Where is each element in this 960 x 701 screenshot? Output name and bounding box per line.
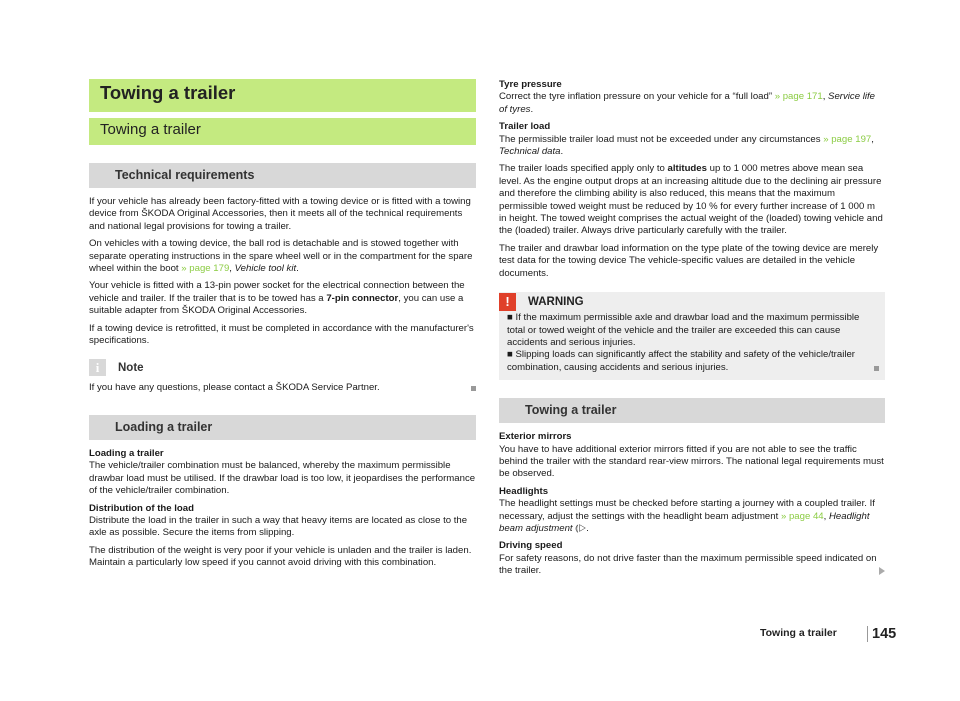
paragraph: Loading a trailer The vehicle/trailer combination must be balanced, whereby the maximum permissible drawbar load must be utilised. If the drawbar load is too low, it jeopardises the performance of the vehicle/trailer combination. — [89, 447, 476, 497]
warning-title: WARNING — [528, 295, 584, 308]
paragraph: If your vehicle has already been factory-fitted with a towing device or is fitted with a towing device from ŠKODA Original Accessories, then it meets all of the technical requirements and national legal provisions for towing a trailer. — [89, 196, 471, 232]
paragraph: Your vehicle is fitted with a 13-pin power socket for the electrical connection between the vehicle and trailer. If the trailer that is to be towed has a 7-pin connector, you can use a suitable adapter from ŠKODA Original Accessories. — [89, 280, 465, 317]
continue-arrow-icon — [879, 567, 885, 575]
section-title: Towing a trailer — [89, 118, 476, 145]
note-text: If you have any questions, please contact a ŠKODA Service Partner. — [89, 382, 476, 394]
paragraph: The trailer loads specified apply only to altitudes up to 1 000 metres above mean sea level. As the engine output drops at an increasing altitude due to the declining air pressure and therefore the climbing ability is also reduced, this means that the maximum permissible towed weight must be reduced by 10 % for every further increase of 1 000 m in height. The towed weight comprises the actual weight of the (loaded) towing vehicle and the (loaded) trailer. Always drive particularly carefully with the trailer. — [499, 163, 883, 237]
loading-heading: Loading a trailer — [89, 415, 476, 440]
end-mark-icon — [471, 386, 476, 391]
warning-box — [499, 292, 885, 380]
paragraph: The distribution of the weight is very poor if your vehicle is unladen and the trailer is laden. Maintain a particularly low speed if you cannot avoid driving with this combination. — [89, 544, 472, 569]
left-column — [89, 79, 476, 575]
note-header — [89, 359, 476, 376]
end-mark-icon — [874, 366, 879, 371]
info-icon: i — [89, 359, 106, 376]
page-link[interactable]: » page 44 — [780, 510, 824, 522]
warning-item: ■ Slipping loads can significantly affect the stability and safety of the vehicle/trailer combination, causing accidents and serious injuries. — [499, 349, 879, 374]
page-link[interactable]: » page 197 — [823, 133, 872, 145]
warning-icon: ! — [499, 293, 516, 311]
paragraph: Tyre pressure Correct the tyre inflation pressure on your vehicle for a “full load” » page 171, Service life of tyres. — [499, 79, 875, 115]
paragraph: Exterior mirrors You have to have additional exterior mirrors fitted if you are not able to see the traffic behind the trailer with the standard rear-view mirrors. The national legal requirements must be observed. — [499, 431, 884, 480]
towing-heading: Towing a trailer — [499, 398, 885, 423]
chapter-title: Towing a trailer — [89, 79, 476, 112]
warning-item: ■ If the maximum permissible axle and drawbar load and the maximum permissible total or towed weight of the vehicle and the trailer are exceeded this can cause accidents and serious injuries. — [507, 312, 860, 348]
paragraph: On vehicles with a towing device, the ball rod is detachable and is stowed together with separate operating instructions in the spare wheel well or in the compartment for the spare wheel within the boot » page 179, Vehicle tool kit. — [89, 238, 473, 275]
paragraph: The trailer and drawbar load information on the type plate of the towing device are merely test data for the towing device The vehicle-specific values are detailed in the vehicle documents. — [499, 242, 879, 279]
paragraph: Driving speed For safety reasons, do not drive faster than the maximum permissible speed indicated on the trailer. — [499, 540, 885, 577]
right-column — [499, 79, 885, 583]
page-link[interactable]: » page 171 — [774, 91, 823, 103]
paragraph: If a towing device is retrofitted, it must be completed in accordance with the manufacturer's specifications. — [89, 322, 474, 347]
page-number: 145 — [867, 626, 896, 642]
warning-header — [499, 292, 879, 312]
footer-section-label: Towing a trailer — [760, 627, 837, 639]
paragraph: Trailer load The permissible trailer load must not be exceeded under any circumstances » page 197, Technical data. — [499, 121, 874, 158]
technical-requirements-heading: Technical requirements — [89, 163, 476, 188]
note-title: Note — [118, 361, 144, 374]
paragraph: Headlights The headlight settings must be checked before starting a journey with a coupled trailer. If necessary, adjust the settings with the headlight beam adjustment » page 44, Headlight beam adjustment ⦅▷. — [499, 485, 875, 534]
paragraph: Distribution of the load Distribute the load in the trailer in such a way that heavy items are located as close to the axle as possible. Secure the items from slipping. — [89, 502, 468, 539]
page-link[interactable]: » page 179 — [181, 263, 230, 275]
